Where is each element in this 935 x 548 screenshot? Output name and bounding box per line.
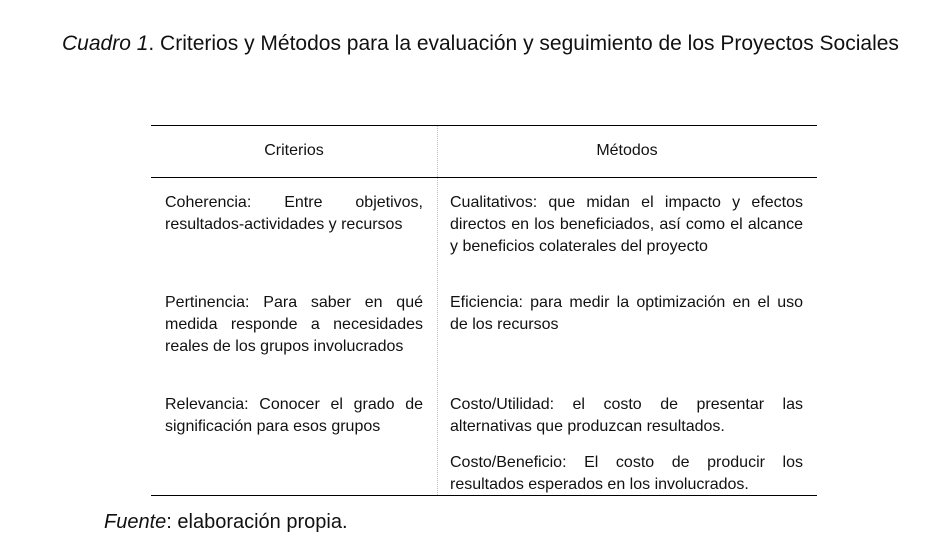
criteria-methods-table xyxy=(151,125,817,496)
column-header-metodos: Métodos xyxy=(596,142,658,159)
table-cell-criteria-3: Relevancia: Conocer el grado de significación para esos grupos xyxy=(165,396,423,435)
caption-label: Cuadro 1 xyxy=(62,32,149,55)
table-cell-criteria-2: Pertinencia: Para saber en qué medida responde a necesidades reales de los grupos involucrados xyxy=(165,294,423,355)
table-cell-methods-2: Eficiencia: para medir la optimización en el uso de los recursos xyxy=(450,294,803,333)
source-text: : elaboración propia. xyxy=(166,511,348,533)
table-header-row xyxy=(151,126,817,178)
table-cell-methods-1: Cualitativos: que midan el impacto y efectos directos en los beneficiados, así como el alcance y beneficios colaterales del proyecto xyxy=(450,194,803,255)
caption-text: . Criterios y Métodos para la evaluación y seguimiento de los Proyectos Sociales xyxy=(148,32,899,55)
table-source-note xyxy=(104,510,348,534)
table-cell-criteria-1: Coherencia: Entre objetivos, resultados-actividades y recursos xyxy=(165,194,423,233)
source-label: Fuente xyxy=(104,511,167,533)
table-cell-methods-3: Costo/Utilidad: el costo de presentar las alternativas que produzcan resultados. xyxy=(450,396,803,435)
body-column-divider xyxy=(437,178,438,495)
table-cell-methods-4: Costo/Beneficio: El costo de producir los resultados esperados en los involucrados. xyxy=(450,454,803,493)
header-column-divider xyxy=(437,126,438,177)
column-header-criterios: Criterios xyxy=(264,142,324,159)
table-caption xyxy=(62,30,922,57)
